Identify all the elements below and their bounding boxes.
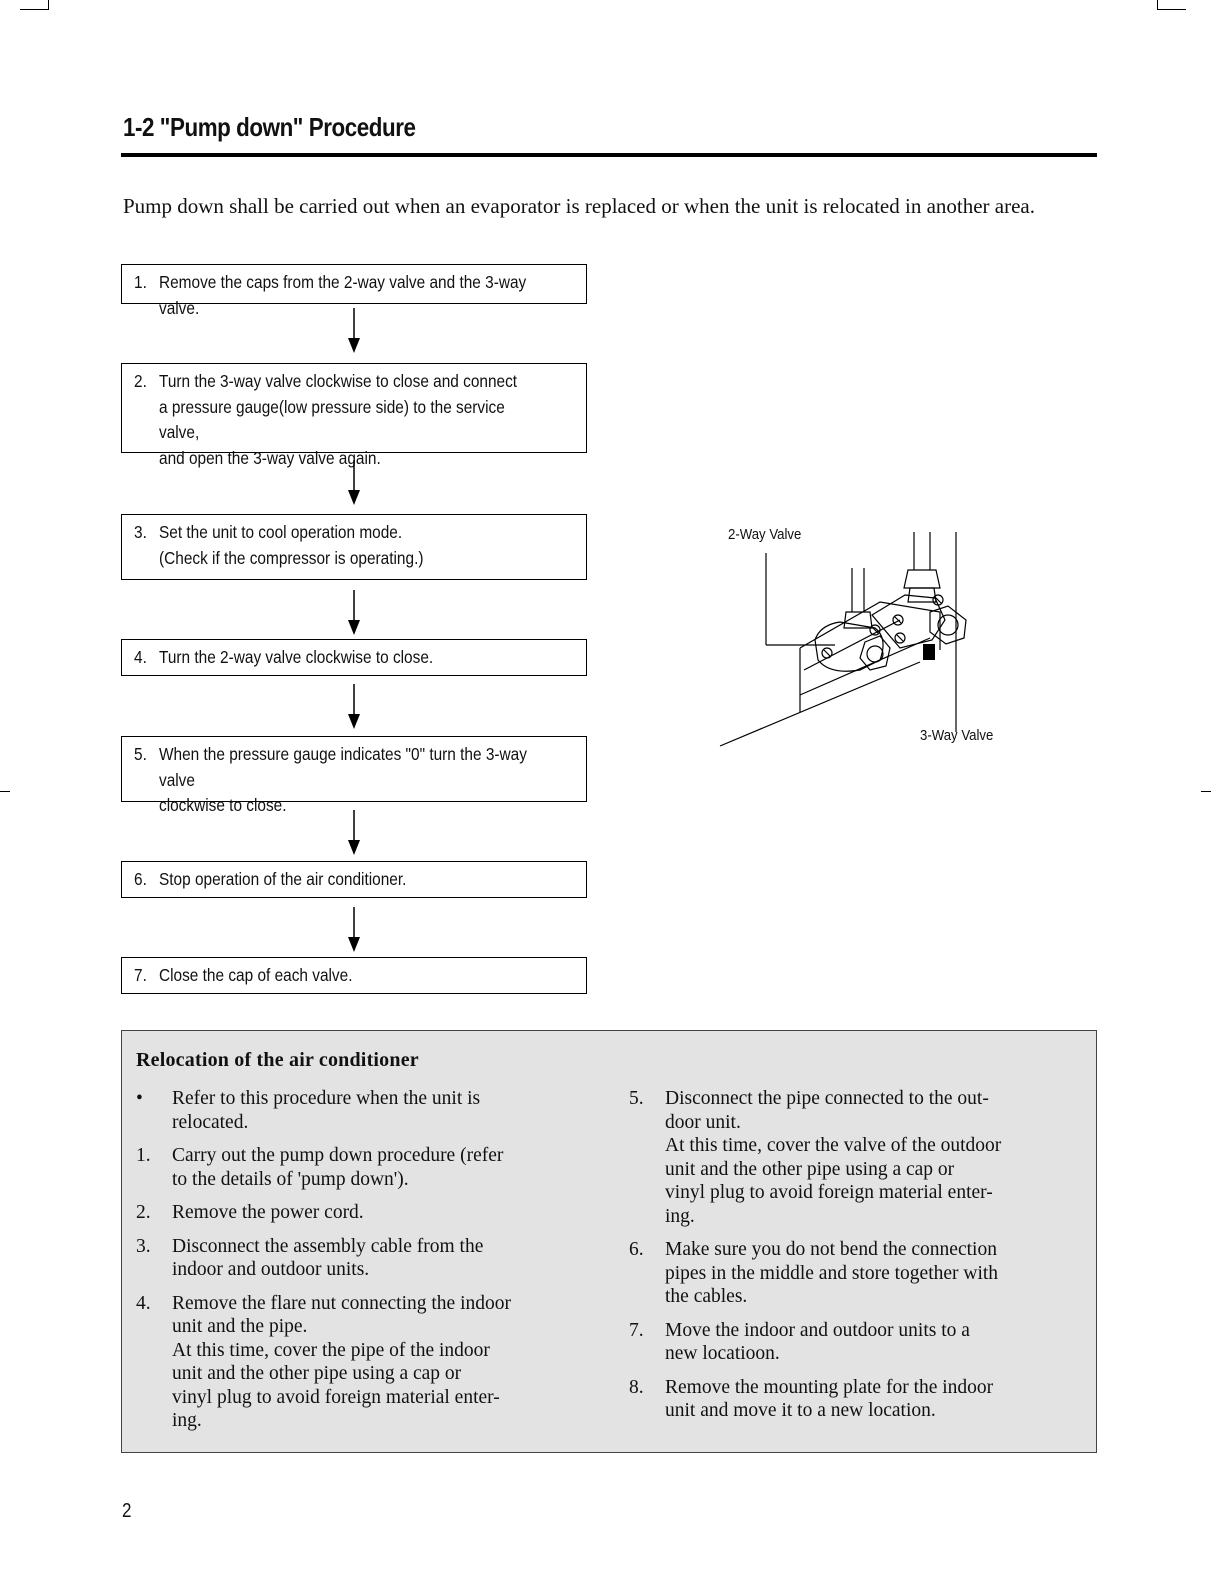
relocation-right-column — [629, 1087, 1079, 1433]
valve-illustration — [700, 520, 1020, 760]
list-text: Remove the flare nut connecting the indoor unit and the pipe. At this time, cover the pipe of the indoor unit and the other pipe using a cap or vinyl plug to avoid foreign material enter- ing. — [172, 1292, 511, 1431]
list-text: Refer to this procedure when the unit is relocated. — [172, 1088, 481, 1133]
crop-mark — [0, 791, 10, 792]
relocation-panel — [121, 1030, 1097, 1453]
step-text: When the pressure gauge indicates "0" turn the 3-way valve clockwise to close. — [159, 744, 527, 815]
crop-mark — [20, 9, 49, 10]
flow-arrow — [347, 907, 361, 953]
list-marker: 8. — [629, 1376, 644, 1398]
list-item — [629, 1238, 1079, 1309]
step-number: 2. — [134, 371, 147, 391]
flow-arrow — [347, 308, 361, 354]
crop-mark — [48, 0, 49, 10]
step-text: Set the unit to cool operation mode. (Check if the compressor is operating.) — [159, 522, 424, 568]
step-number: 6. — [134, 869, 147, 889]
list-item — [136, 1201, 586, 1225]
flow-arrow — [347, 460, 361, 506]
list-marker: 3. — [136, 1235, 151, 1257]
step-box-4 — [121, 639, 587, 676]
section-title: 1-2 "Pump down" Procedure — [123, 112, 416, 142]
page-number: 2 — [122, 1500, 132, 1522]
list-text: Remove the power cord. — [172, 1202, 364, 1223]
list-text: Disconnect the assembly cable from the indoor and outdoor units. — [172, 1235, 484, 1280]
title-divider — [121, 153, 1097, 157]
list-item — [136, 1144, 586, 1191]
intro-paragraph: Pump down shall be carried out when an evaporator is replaced or when the unit is relocated in another area. — [123, 194, 1036, 218]
step-number: 1. — [134, 272, 147, 292]
list-marker: 4. — [136, 1292, 151, 1314]
flow-arrow — [347, 684, 361, 730]
step-text: Turn the 2-way valve clockwise to close. — [159, 647, 434, 667]
step-box-1 — [121, 264, 587, 318]
list-marker: 6. — [629, 1239, 644, 1260]
list-text: Disconnect the pipe connected to the out- door unit. At this time, cover the valve of the outdoor unit and the other pipe using a cap or vinyl plug to avoid foreign material enter- ing. — [665, 1088, 1002, 1227]
label-2-way-valve: 2-Way Valve — [728, 526, 802, 543]
flow-arrow — [347, 810, 361, 856]
step-text: Stop operation of the air conditioner. — [159, 869, 407, 889]
step-box-3 — [121, 514, 587, 580]
label-3-way-valve: 3-Way Valve — [920, 727, 994, 744]
step-text: Remove the caps from the 2-way valve and the 3-way valve. — [159, 272, 527, 318]
step-box-5 — [121, 736, 587, 815]
list-marker: • — [136, 1088, 143, 1109]
flow-arrow — [347, 590, 361, 636]
list-marker: 2. — [136, 1202, 151, 1223]
step-text: Turn the 3-way valve clockwise to close and connect a pressure gauge(low pressure side) to the service valve, and open the 3-way valve again. — [159, 371, 518, 468]
list-text: Make sure you do not bend the connection pipes in the middle and store together with the cables. — [665, 1239, 999, 1307]
list-item — [136, 1235, 586, 1282]
relocation-left-column — [136, 1087, 586, 1443]
step-box-2 — [121, 363, 587, 468]
list-marker: 1. — [136, 1145, 151, 1166]
list-item — [136, 1292, 586, 1433]
step-box-7 — [121, 957, 587, 994]
step-box-6 — [121, 861, 587, 898]
list-text: Move the indoor and outdoor units to a new locatioon. — [665, 1319, 970, 1364]
list-item — [629, 1319, 1079, 1366]
list-item — [136, 1087, 586, 1134]
crop-mark — [1201, 791, 1211, 792]
step-number: 4. — [134, 647, 147, 667]
crop-mark — [1157, 0, 1158, 10]
step-text: Close the cap of each valve. — [159, 965, 353, 985]
step-number: 5. — [134, 744, 147, 764]
relocation-title: Relocation of the air conditioner — [136, 1049, 419, 1071]
list-marker: 7. — [629, 1319, 644, 1341]
step-number: 7. — [134, 965, 147, 985]
list-text: Remove the mounting plate for the indoor unit and move it to a new location. — [665, 1376, 994, 1421]
list-marker: 5. — [629, 1088, 644, 1109]
crop-mark — [1157, 9, 1186, 10]
list-item — [629, 1376, 1079, 1423]
list-text: Carry out the pump down procedure (refer to the details of 'pump down'). — [172, 1145, 504, 1190]
list-item — [629, 1087, 1079, 1228]
step-number: 3. — [134, 522, 147, 542]
